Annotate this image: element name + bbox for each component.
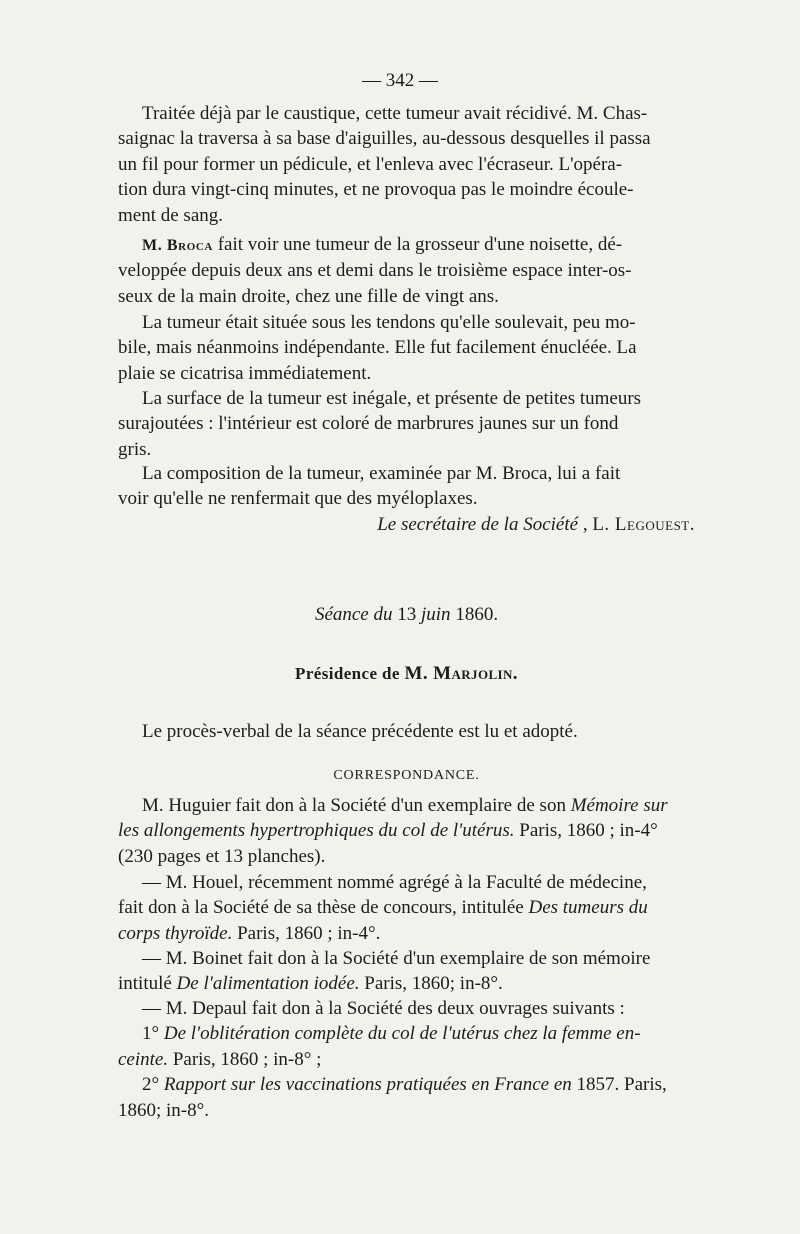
line: La tumeur était située sous les tendons qu'elle soulevait, peu mo- (142, 312, 636, 333)
item-number: 2° (142, 1074, 164, 1096)
line: 1860; in-8°. (118, 1099, 209, 1121)
presidence-heading (118, 661, 695, 686)
line: La composition de la tumeur, examinée par M. Broca, lui a fait (142, 463, 621, 484)
paragraph-boinet (118, 946, 695, 997)
line-text: intitulé (118, 973, 177, 995)
paragraph-composition (118, 461, 695, 512)
work-title: Mémoire sur (570, 795, 668, 816)
seance-day: 13 (397, 604, 417, 625)
line: un fil pour former un pédicule, et l'enleva avec l'écraseur. L'opéra- (118, 153, 623, 175)
line: gris. (118, 438, 152, 460)
line: veloppée depuis deux ans et demi dans le troisième espace inter-os- (118, 260, 632, 282)
work-title: Des tumeurs du (528, 897, 648, 919)
seance-heading (118, 602, 695, 627)
line: — M. Depaul fait don à la Société des deux ouvrages suivants : (142, 998, 625, 1019)
work-title: ceinte. (118, 1048, 169, 1070)
paragraph-tumeur (118, 310, 695, 386)
paragraph-surface (118, 386, 695, 462)
paragraph-huguier (118, 793, 695, 869)
signature-name: L. Legouest. (592, 514, 695, 535)
seance-year: 1860. (455, 604, 499, 625)
seance-month: juin (416, 604, 456, 625)
paragraph-houel (118, 870, 695, 946)
signature-title: Le secrétaire de la Société (377, 514, 579, 535)
line: Le procès-verbal de la séance précédente est lu et adopté. (142, 721, 578, 742)
line: plaie se cicatrisa immédiatement. (118, 362, 372, 384)
presidence-prefix: Présidence de (295, 664, 405, 683)
line: seux de la main droite, chez une fille de vingt ans. (118, 285, 499, 307)
line (118, 1072, 695, 1097)
paragraph-depaul (118, 996, 695, 1123)
work-title: De l'alimentation iodée. (176, 973, 360, 995)
line (118, 1021, 695, 1046)
line: tion dura vingt-cinq minutes, et ne provoqua pas le moindre écoule- (118, 179, 634, 201)
line: bile, mais néanmoins indépendante. Elle fut facilement énucléée. La (118, 337, 637, 359)
line (118, 818, 695, 843)
paragraph-broca (118, 232, 695, 309)
item-number: 1° (142, 1023, 164, 1045)
line (118, 1047, 695, 1072)
line: surajoutées : l'intérieur est coloré de marbrures jaunes sur un fond (118, 413, 619, 435)
line: saignac la traversa à sa base d'aiguilles, au-dessous desquelles il passa (118, 128, 651, 150)
line: — M. Boinet fait don à la Société d'un exemplaire de son mémoire (142, 948, 651, 969)
line (118, 971, 695, 996)
line: — M. Houel, récemment nommé agrégé à la Faculté de médecine, (142, 872, 647, 893)
paragraph-chassaignac (118, 101, 695, 228)
line (118, 793, 695, 818)
line: La surface de la tumeur est inégale, et présente de petites tumeurs (142, 388, 642, 409)
line-text: 1857. Paris, (571, 1074, 667, 1096)
work-title: De l'oblitération complète du col de l'utérus chez la femme en- (163, 1023, 641, 1045)
line: voir qu'elle ne renfermait que des myéloplaxes. (118, 488, 478, 510)
correspondance-heading: CORRESPONDANCE. (333, 768, 480, 783)
line (118, 895, 695, 920)
line (118, 921, 695, 946)
signature-comma: , (578, 514, 593, 535)
line-text: M. Huguier fait don à la Société d'un exemplaire de son (142, 795, 571, 816)
line-text: Paris, 1860 ; in-4°. (232, 922, 381, 944)
speaker-name: M. Broca (142, 237, 213, 254)
presidence-name: M. Marjolin. (404, 663, 518, 684)
line-text: fait voir une tumeur de la grosseur d'une noisette, dé- (212, 234, 623, 255)
line-text: fait don à la Société de sa thèse de concours, intitulée (118, 897, 529, 919)
page-number: — 342 — (362, 70, 438, 91)
proces-verbal (118, 719, 695, 744)
work-title: les allongements hypertrophiques du col de l'utérus. (118, 820, 515, 842)
line: (230 pages et 13 planches). (118, 845, 326, 867)
line: Traitée déjà par le caustique, cette tumeur avait récidivé. M. Chas- (142, 103, 648, 124)
work-title: Rapport sur les vaccinations pratiquées en France en (163, 1074, 572, 1096)
line-text: Paris, 1860; in-8°. (359, 973, 503, 995)
signature (118, 512, 733, 537)
line: ment de sang. (118, 204, 224, 226)
seance-prefix: Séance du (314, 604, 398, 625)
line-text: Paris, 1860 ; in-8° ; (168, 1048, 322, 1070)
line (118, 232, 695, 258)
work-title: corps thyroïde. (118, 922, 233, 944)
line-text: Paris, 1860 ; in-4° (514, 820, 658, 842)
